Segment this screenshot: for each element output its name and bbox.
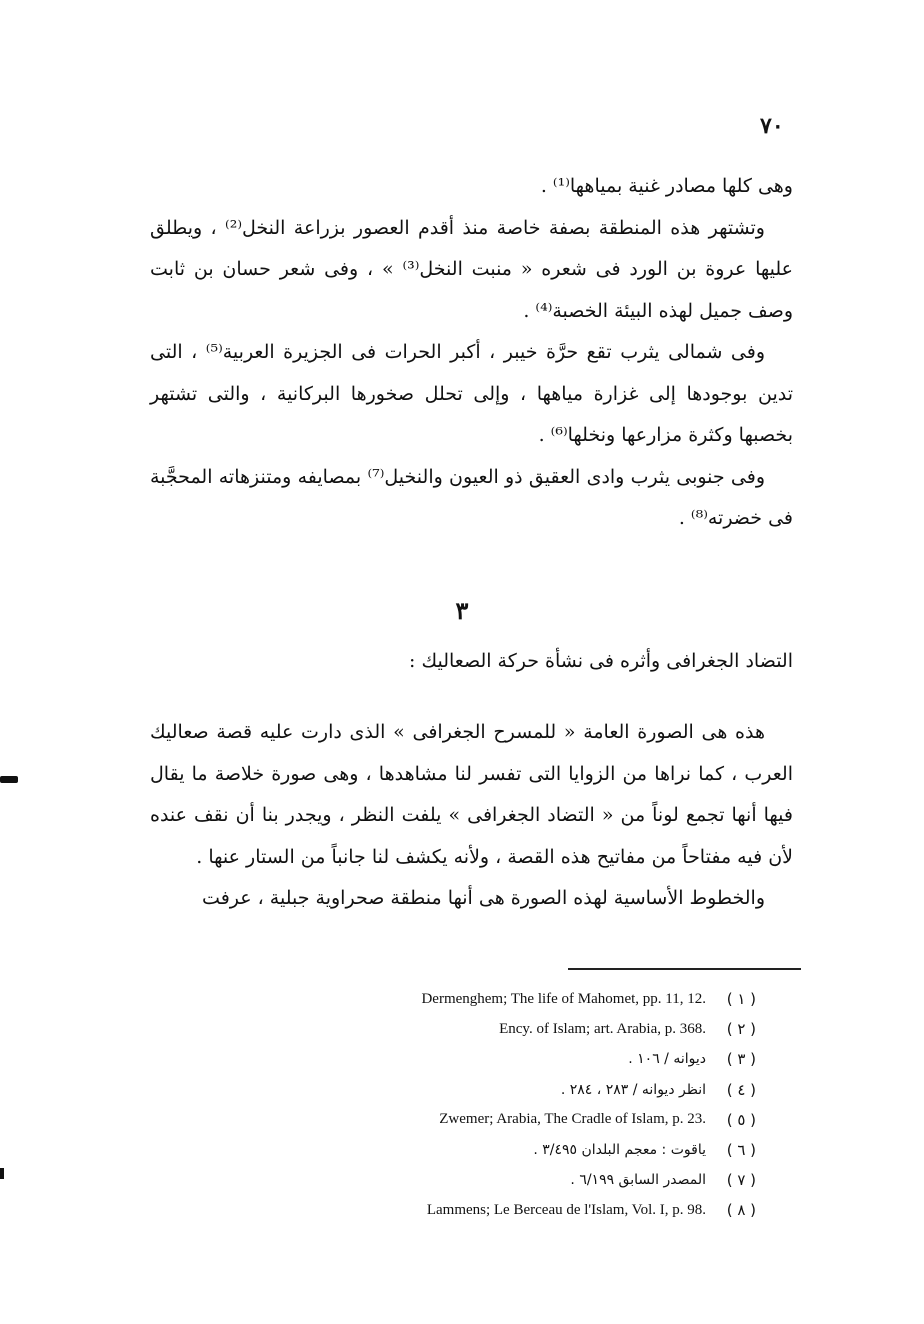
footnote <box>200 1044 756 1074</box>
margin-ink-mark <box>0 1168 4 1179</box>
footnote-number: ( ٢ ) <box>726 1020 756 1039</box>
footnote <box>200 1195 756 1225</box>
page-number: ٧٠ <box>760 113 784 139</box>
footnote-number: ( ١ ) <box>726 990 756 1009</box>
footnote <box>200 1075 756 1105</box>
section-heading: التضاد الجغرافى وأثره فى نشأة حركة الصعاليك : <box>409 650 793 672</box>
footnote-number: ( ٧ ) <box>726 1171 756 1190</box>
footnote <box>200 1105 756 1135</box>
section-number: ٣ <box>455 596 469 625</box>
paragraph: وفى جنوبى يثرب وادى العقيق ذو العيون والنخيل⁽⁷⁾ بمصايفه ومتنزهاته المحجَّبة فى خضرته⁽⁸⁾ . <box>150 465 793 529</box>
footnote-number: ( ٨ ) <box>726 1201 756 1220</box>
footnote-number: ( ٤ ) <box>726 1080 756 1099</box>
footnote-text: Lammens; Le Berceau de l'Islam, Vol. I, p. 98. <box>426 1201 706 1218</box>
body-text-top <box>150 166 793 540</box>
footnote-text: انظر ديوانه / ٢٨٣ ، ٢٨٤ . <box>560 1081 706 1098</box>
footnote-number: ( ٥ ) <box>726 1110 756 1129</box>
footnote-text: المصدر السابق ٦/١٩٩ . <box>570 1172 706 1189</box>
footnote-text: ياقوت : معجم البلدان ٣/٤٩٥ . <box>533 1142 706 1159</box>
footnote <box>200 1014 756 1044</box>
footnotes <box>200 984 756 1226</box>
paragraph: وتشتهر هذه المنطقة بصفة خاصة منذ أقدم العصور بزراعة النخل⁽²⁾ ، ويطلق عليها عروة بن الورد فى شعره « منبت النخل⁽³⁾ » ، وفى شعر حسان بن ثابت وصف جميل لهذه البيئة الخصبة⁽⁴⁾ . <box>150 216 793 322</box>
footnote-text: Ency. of Islam; art. Arabia, p. 368. <box>499 1020 706 1037</box>
margin-ink-mark <box>0 776 18 783</box>
footnote <box>200 1165 756 1195</box>
footnote-text: ديوانه / ١٠٦ . <box>628 1051 706 1068</box>
paragraph: وهى كلها مصادر غنية بمياهها⁽¹⁾ . <box>540 175 793 197</box>
footnote-number: ( ٦ ) <box>726 1141 756 1160</box>
footnote-text: Zwemer; Arabia, The Cradle of Islam, p. 23. <box>439 1111 706 1128</box>
paragraph: والخطوط الأساسية لهذه الصورة هى أنها منطقة صحراوية جبلية ، عرفت <box>202 887 765 909</box>
footnote-divider <box>568 968 801 970</box>
footnote <box>200 1135 756 1165</box>
footnote <box>200 984 756 1014</box>
paragraph: هذه هى الصورة العامة « للمسرح الجغرافى » الذى دارت عليه قصة صعاليك العرب ، كما نراها من الزوايا التى تفسر لنا مشاهدها ، وهى صورة خلاصة ما يقال فيها أنها تجمع لوناً من « التضاد الجغرافى » يلفت النظر ، ويجدر بنا أن نقف عنده لأن فيه مفتاحاً من مفاتيح هذه القصة ، ولأنه يكشف لنا جانباً من الستار عنها . <box>150 721 793 868</box>
paragraph: وفى شمالى يثرب تقع حرَّة خيبر ، أكبر الحرات فى الجزيرة العربية⁽⁵⁾ ، التى تدين بوجودها إلى غزارة مياهها ، وإلى تحلل صخورها البركانية ، والتى تشتهر بخصبها وكثرة مزارعها ونخلها⁽⁶⁾ . <box>150 341 793 446</box>
footnote-text: Dermenghem; The life of Mahomet, pp. 11, 12. <box>421 990 706 1007</box>
footnote-number: ( ٣ ) <box>726 1050 756 1069</box>
body-text-bottom <box>150 712 793 920</box>
